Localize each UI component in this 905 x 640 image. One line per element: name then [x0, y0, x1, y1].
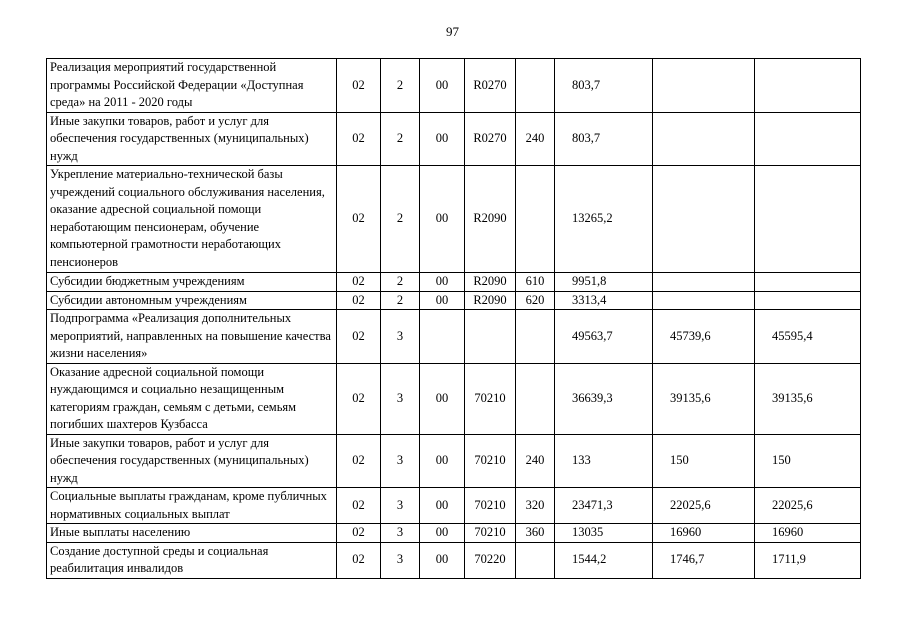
row-subsection-code: 2	[381, 166, 420, 273]
row-amount-year-2: 16960	[653, 524, 755, 543]
row-target-code	[465, 310, 516, 364]
row-amount-year-3: 45595,4	[755, 310, 861, 364]
row-expense-type-code	[516, 363, 555, 434]
row-subsection-code: 3	[381, 524, 420, 543]
row-name: Подпрограмма «Реализация дополнительных мероприятий, направленных на повышение качества жизни населения»	[47, 310, 337, 364]
table-row	[47, 542, 861, 578]
row-section-code: 02	[337, 310, 381, 364]
row-amount-year-2	[653, 59, 755, 113]
row-amount-year-3: 1711,9	[755, 542, 861, 578]
row-name: Укрепление материально-технической базы учреждений социального обслуживания населения, оказание адресной социальной помощи неработающим пенсионерам, обучение компьютерной грамотности неработающих пенсионеров	[47, 166, 337, 273]
row-amount-year-3: 150	[755, 434, 861, 488]
row-expense-type-code: 360	[516, 524, 555, 543]
row-amount-year-2: 45739,6	[653, 310, 755, 364]
row-name: Социальные выплаты гражданам, кроме публичных нормативных социальных выплат	[47, 488, 337, 524]
row-amount-year-1: 36639,3	[555, 363, 653, 434]
row-name: Субсидии автономным учреждениям	[47, 291, 337, 310]
row-target-code: 70210	[465, 363, 516, 434]
row-amount-year-2	[653, 273, 755, 292]
row-group-code: 00	[420, 363, 465, 434]
row-section-code: 02	[337, 524, 381, 543]
row-amount-year-2: 1746,7	[653, 542, 755, 578]
row-amount-year-1: 133	[555, 434, 653, 488]
row-amount-year-1: 1544,2	[555, 542, 653, 578]
row-group-code: 00	[420, 488, 465, 524]
row-group-code: 00	[420, 166, 465, 273]
row-expense-type-code: 240	[516, 112, 555, 166]
row-group-code: 00	[420, 273, 465, 292]
row-group-code: 00	[420, 434, 465, 488]
row-group-code	[420, 310, 465, 364]
row-amount-year-3	[755, 291, 861, 310]
row-amount-year-2: 22025,6	[653, 488, 755, 524]
row-expense-type-code	[516, 59, 555, 113]
row-expense-type-code	[516, 542, 555, 578]
row-section-code: 02	[337, 291, 381, 310]
row-target-code: 70210	[465, 524, 516, 543]
row-section-code: 02	[337, 542, 381, 578]
row-name: Оказание адресной социальной помощи нуждающимся и социально незащищенным категориям граждан, семьям с детьми, семьям погибших шахтеров Кузбасса	[47, 363, 337, 434]
row-expense-type-code: 610	[516, 273, 555, 292]
row-target-code: R2090	[465, 291, 516, 310]
budget-table	[46, 58, 861, 579]
row-group-code: 00	[420, 112, 465, 166]
row-subsection-code: 3	[381, 542, 420, 578]
row-amount-year-1: 803,7	[555, 112, 653, 166]
row-name: Иные выплаты населению	[47, 524, 337, 543]
row-name: Субсидии бюджетным учреждениям	[47, 273, 337, 292]
table-row	[47, 434, 861, 488]
row-amount-year-2	[653, 112, 755, 166]
row-amount-year-3	[755, 166, 861, 273]
row-amount-year-3	[755, 273, 861, 292]
row-group-code: 00	[420, 291, 465, 310]
table-row	[47, 273, 861, 292]
row-expense-type-code: 240	[516, 434, 555, 488]
row-amount-year-1: 13265,2	[555, 166, 653, 273]
table-row	[47, 112, 861, 166]
table-row	[47, 59, 861, 113]
row-amount-year-3	[755, 59, 861, 113]
row-amount-year-2: 39135,6	[653, 363, 755, 434]
row-amount-year-3	[755, 112, 861, 166]
row-name: Создание доступной среды и социальная реабилитация инвалидов	[47, 542, 337, 578]
row-amount-year-2	[653, 291, 755, 310]
row-target-code: R0270	[465, 112, 516, 166]
row-target-code: 70210	[465, 434, 516, 488]
row-amount-year-3: 39135,6	[755, 363, 861, 434]
row-amount-year-2: 150	[653, 434, 755, 488]
table-row	[47, 166, 861, 273]
row-section-code: 02	[337, 59, 381, 113]
row-amount-year-3: 22025,6	[755, 488, 861, 524]
row-name: Реализация мероприятий государственной программы Российской Федерации «Доступная среда» на 2011 - 2020 годы	[47, 59, 337, 113]
table-row	[47, 363, 861, 434]
row-section-code: 02	[337, 112, 381, 166]
row-subsection-code: 3	[381, 363, 420, 434]
table-row	[47, 291, 861, 310]
row-subsection-code: 3	[381, 488, 420, 524]
row-section-code: 02	[337, 488, 381, 524]
row-target-code: 70210	[465, 488, 516, 524]
row-target-code: R2090	[465, 166, 516, 273]
table-row	[47, 488, 861, 524]
row-amount-year-1: 13035	[555, 524, 653, 543]
row-group-code: 00	[420, 59, 465, 113]
row-name: Иные закупки товаров, работ и услуг для обеспечения государственных (муниципальных) нужд	[47, 434, 337, 488]
row-subsection-code: 3	[381, 434, 420, 488]
row-group-code: 00	[420, 524, 465, 543]
row-expense-type-code	[516, 310, 555, 364]
table-row	[47, 524, 861, 543]
row-subsection-code: 3	[381, 310, 420, 364]
page-number: 97	[446, 24, 459, 39]
row-subsection-code: 2	[381, 273, 420, 292]
row-section-code: 02	[337, 273, 381, 292]
row-name: Иные закупки товаров, работ и услуг для обеспечения государственных (муниципальных) нужд	[47, 112, 337, 166]
row-expense-type-code: 620	[516, 291, 555, 310]
row-target-code: R2090	[465, 273, 516, 292]
row-expense-type-code	[516, 166, 555, 273]
row-subsection-code: 2	[381, 291, 420, 310]
row-amount-year-2	[653, 166, 755, 273]
row-subsection-code: 2	[381, 112, 420, 166]
row-group-code: 00	[420, 542, 465, 578]
row-target-code: R0270	[465, 59, 516, 113]
row-amount-year-1: 49563,7	[555, 310, 653, 364]
row-section-code: 02	[337, 166, 381, 273]
row-expense-type-code: 320	[516, 488, 555, 524]
row-section-code: 02	[337, 434, 381, 488]
row-section-code: 02	[337, 363, 381, 434]
row-subsection-code: 2	[381, 59, 420, 113]
row-target-code: 70220	[465, 542, 516, 578]
row-amount-year-3: 16960	[755, 524, 861, 543]
budget-table-body	[47, 59, 861, 579]
row-amount-year-1: 3313,4	[555, 291, 653, 310]
row-amount-year-1: 803,7	[555, 59, 653, 113]
row-amount-year-1: 23471,3	[555, 488, 653, 524]
table-row	[47, 310, 861, 364]
row-amount-year-1: 9951,8	[555, 273, 653, 292]
